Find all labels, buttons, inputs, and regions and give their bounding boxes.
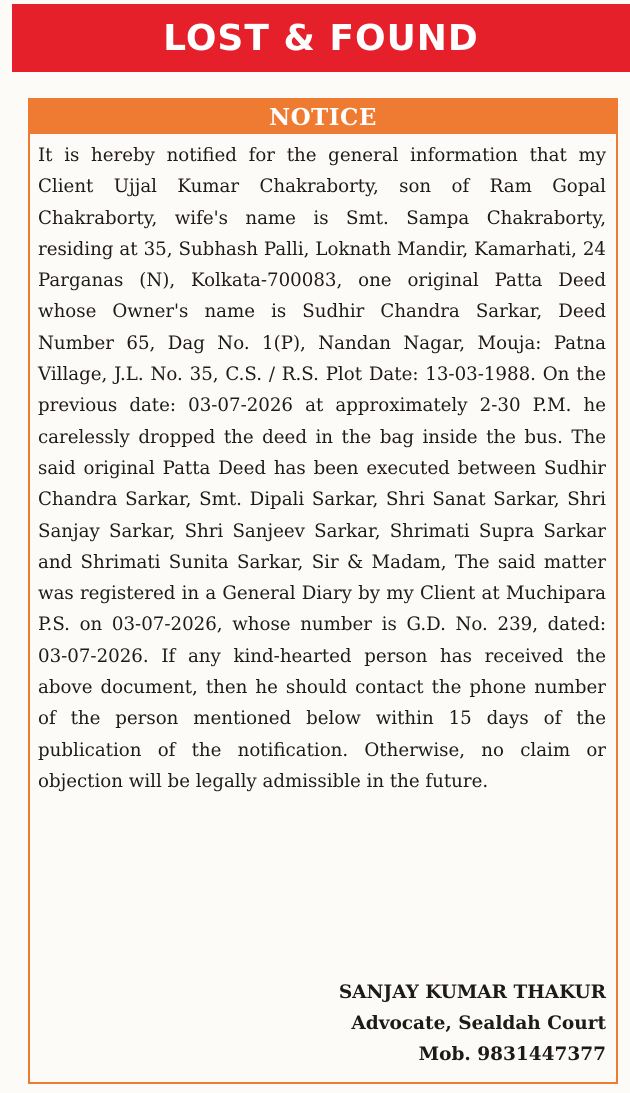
lost-and-found-banner: [12, 4, 630, 72]
notice-box: [28, 98, 618, 1084]
signature-name: SANJAY KUMAR THAKUR: [338, 982, 606, 1003]
signature-mobile: Mob. 9831447377: [418, 1044, 606, 1065]
signature-block: [339, 977, 606, 1070]
signature-title: Advocate, Sealdah Court: [351, 1013, 606, 1034]
banner-title: LOST & FOUND: [163, 17, 479, 59]
notice-body-text: It is hereby notified for the general information that my Client Ujjal Kumar Chakraborty, son of Ram Gopal Chakraborty, wife's name is Smt. Sampa Chakraborty, residing at 35, Subhash Palli, Loknath Mandir, Kamarhati, 24 Parganas (N), Kolkata-700083, one original Patta Deed whose Owner's name is Sudhir Chandra Sarkar, Deed Number 65, Dag No. 1(P), Nandan Nagar, Mouja: Patna Village, J.L. No. 35, C.S. / R.S. Plot Date: 13-03-1988. On the previous date: 03-07-2026 at approximately 2-30 P.M. he carelessly dropped the deed in the bag inside the bus. The said original Patta Deed has been executed between Sudhir Chandra Sarkar, Smt. Dipali Sarkar, Shri Sanat Sarkar, Shri Sanjay Sarkar, Shri Sanjeev Sarkar, Shrimati Supra Sarkar and Shrimati Sunita Sarkar, Sir & Madam, The said matter was registered in a General Diary by my Client at Muchipara P.S. on 03-07-2026, whose number is G.D. No. 239, dated: 03-07-2026. If any kind-hearted person has received the above document, then he should contact the phone number of the person mentioned below within 15 days of the publication of the notification. Otherwise, no claim or objection will be legally admissible in the future.: [38, 145, 606, 792]
notice-header: [30, 100, 616, 134]
notice-heading: NOTICE: [269, 103, 377, 131]
